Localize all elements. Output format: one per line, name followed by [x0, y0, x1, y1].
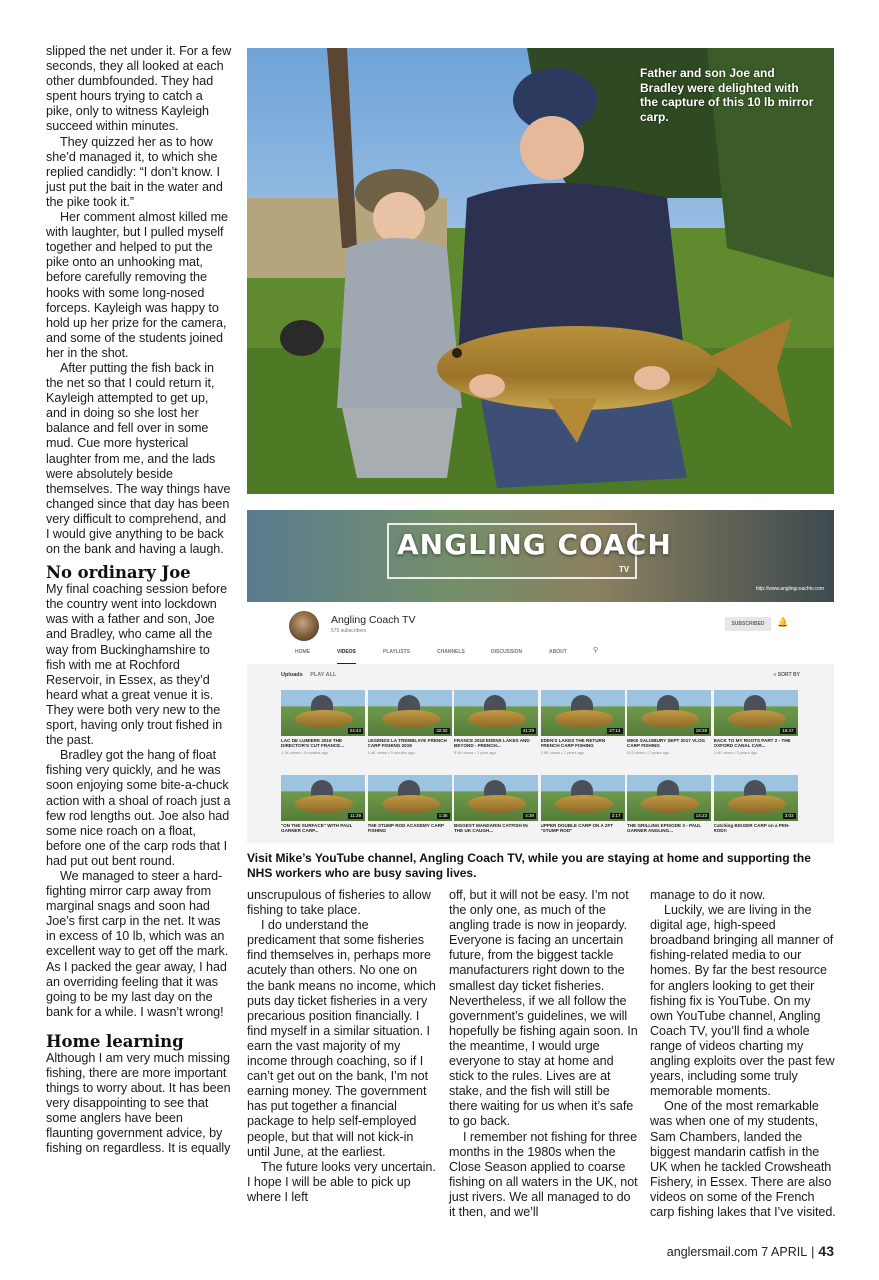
video-thumbnail[interactable] [714, 775, 798, 821]
video-thumbnail[interactable] [454, 690, 538, 736]
tab-playlists[interactable]: PLAYLISTS [383, 649, 411, 655]
video-card[interactable] [281, 690, 365, 755]
footer-date: 7 APRIL [761, 1245, 808, 1259]
thumbnail-fish [728, 710, 786, 728]
thumbnail-fish [555, 710, 613, 728]
paragraph: I remember not fishing for three months in the 1980s when the Close Season applied to coarse fishing on all waters in the UK, not just rivers. We all managed to do it then, and we’ll [449, 1129, 638, 1219]
video-duration: 14:23 [695, 813, 707, 818]
thumbnail-fish [641, 710, 699, 728]
video-thumbnail[interactable] [454, 775, 538, 821]
video-card[interactable] [281, 775, 365, 837]
paragraph: Luckily, we are living in the digital age, high-speed broadband bringing all manner of fishing-related media to our homes. By far the best resource for anglers looking to get their fishing fix is YouTube. On my own YouTube channel, Angling Coach TV, you’ll find a whole range of videos charting my angling exploits over the past few years, including some truly memorable moments. [650, 903, 835, 1099]
tab-discussion[interactable]: DISCUSSION [491, 649, 523, 655]
video-duration: 3:03 [784, 813, 794, 818]
video-thumbnail[interactable] [627, 775, 711, 821]
video-meta: 1.3K views • 9 months ago [281, 750, 329, 755]
video-title[interactable]: LEGENDS LA TREMBLAYE FRENCH CARP FISHING 2019 [367, 738, 447, 749]
subscribe-button[interactable]: SUBSCRIBED [725, 617, 771, 631]
left-text-column [46, 44, 232, 1157]
video-title[interactable]: UPPER DOUBLE CARP ON A 2FT "STUMP ROD" [540, 823, 614, 834]
video-duration: 2:17 [611, 813, 621, 818]
video-card[interactable] [713, 690, 798, 755]
footer-separator: | [811, 1245, 815, 1259]
bottom-text-column-2 [449, 888, 639, 1220]
video-meta: 5.4K views • 1 year ago [454, 750, 496, 755]
video-duration: 32:32 [436, 728, 448, 733]
paragraph: One of the most remarkable was when one of my students, Sam Chambers, landed the biggest mandarin catfish in the UK when he tackled Crowsheath Fishery, in Essex. There are also videos on some of the French carp fishing lakes that I’ve visited. [650, 1099, 836, 1219]
video-thumbnail[interactable] [627, 690, 711, 736]
video-duration: 27:14 [609, 728, 621, 733]
video-thumbnail[interactable] [714, 690, 798, 736]
video-card[interactable] [454, 775, 538, 837]
paragraph: Although I am very much missing fishing, there are more important things to worry about. It has been very disappointing to see that some anglers have been flaunting government advice, by fishing on regardless. It is equally [46, 1050, 231, 1156]
carp-photo [247, 48, 834, 494]
sort-label: SORT BY [777, 672, 800, 678]
paragraph: unscrupulous of fisheries to allow fishing to take place. [247, 888, 431, 918]
thumbnail-fish [728, 795, 786, 813]
tab-about[interactable]: ABOUT [549, 649, 567, 655]
photo-caption: Father and son Joe and Bradley were delighted with the capture of this 10 lb mirror carp. [640, 66, 814, 124]
channel-header [247, 602, 834, 664]
video-card[interactable] [368, 775, 452, 837]
youtube-channel-screenshot [247, 510, 834, 843]
video-title[interactable]: Catching BIGGER CARP on a PEN-ROD!! [713, 823, 790, 834]
video-title[interactable]: THE STUMP ROD ACADEMY CARP FISHING [367, 823, 444, 834]
bell-icon[interactable]: 🔔 [777, 617, 789, 627]
video-duration: 16:47 [782, 728, 794, 733]
sort-by-button[interactable]: ≡ SORT BY [773, 672, 800, 678]
video-meta: 2.9K views • 2 years ago [540, 750, 585, 755]
subscriber-count: 575 subscribers [331, 628, 367, 634]
video-card[interactable] [541, 775, 625, 837]
banner-title: ANGLING COACH [397, 528, 672, 561]
youtube-caption: Visit Mike’s YouTube channel, Angling Coach TV, while you are staying at home and supporting the NHS workers who are busy saving lives. [247, 851, 811, 880]
paragraph: Her comment almost killed me with laughter, but I pulled myself together and helped to put the pike onto an unhooking mat, before carefully removing the hooks with some long-nosed forceps. Kayleigh was happy to hold up her prize for the camera, and some of the students joined her in the shot. [46, 210, 228, 360]
thumbnail-fish [555, 795, 613, 813]
thumbnail-fish [295, 795, 353, 813]
tab-videos[interactable]: VIDEOS [337, 647, 356, 664]
paragraph: We managed to steer a hard-fighting mirror carp away from marginal snags and soon had Joe’s first carp in the net. It was in excess of 10 lb, which was an excellent way to get off the mark. As I packed the gear away, I had an overriding feeling that it was going to be my last day on the bank for a while. I wasn’t wrong! [46, 868, 229, 1019]
footer-site: anglersmail.com [666, 1245, 758, 1259]
search-icon[interactable]: ⚲ [593, 647, 599, 654]
video-card[interactable] [454, 690, 538, 755]
video-title[interactable]: FRANCE 2018 EDENS LAKES AND BEYOND - FRENCH... [454, 738, 530, 749]
thumbnail-fish [468, 710, 526, 728]
thumbnail-fish [641, 795, 699, 813]
video-title[interactable]: BIGGEST MANDARIN CATFISH IN THE UK CAUGH... [454, 823, 528, 834]
video-thumbnail[interactable] [368, 775, 452, 821]
bottom-text-column-1 [247, 888, 437, 1205]
thumbnail-fish [382, 710, 440, 728]
video-thumbnail[interactable] [368, 690, 452, 736]
tab-home[interactable]: HOME [295, 649, 310, 655]
bottom-text-column-3 [650, 888, 836, 1220]
thumbnail-fish [295, 710, 353, 728]
uploads-label: Uploads [281, 672, 303, 678]
video-duration: 24:43 [349, 728, 361, 733]
page-footer [667, 1243, 834, 1259]
video-title[interactable]: BACK TO MY ROOTS PART 2 - THE OXFORD CANAL CAR... [713, 738, 791, 749]
video-thumbnail[interactable] [281, 775, 365, 821]
banner-tv-label: TV [619, 565, 630, 574]
paragraph: slipped the net under it. For a few seconds, they all looked at each other dumbfounded. They had spent hours trying to catch a pike, only to witness Kayleigh succeed within minutes. [46, 44, 232, 134]
video-duration: 18:28 [695, 728, 707, 733]
video-thumbnail[interactable] [281, 690, 365, 736]
section-heading: Home learning [46, 1031, 184, 1051]
video-duration: 4:39 [525, 813, 534, 818]
thumbnail-fish [468, 795, 526, 813]
avatar[interactable] [289, 611, 319, 641]
video-duration: 1:35 [438, 813, 448, 818]
video-duration: 11:39 [350, 813, 361, 818]
paragraph: Bradley got the hang of float fishing very quickly, and he was soon enjoying some bite-a-chuck action with a shoal of roach just a few rod lengths out. Joe also had some nice roach on a float, before one of the carp rods that I had put out bent round. [46, 748, 231, 868]
tab-channels[interactable]: CHANNELS [437, 649, 465, 655]
paragraph: off, but it will not be easy. I’m not the only one, as much of the angling trade is now in jeopardy. Everyone is facing an uncertain future, from the biggest tackle manufacturers right down to the smallest day ticket fisheries. Nevertheless, if we all follow the government’s guidelines, we will hopefully be fishing again soon. In the meantime, I would urge everyone to stay at home and stick to the rules. Lives are at stake, and the fish will still be there waiting for us when it’s safe to go back. [449, 888, 638, 1129]
video-duration: 41:29 [522, 728, 534, 733]
uploads-row [281, 672, 336, 678]
play-all-button[interactable]: PLAY ALL [310, 672, 337, 678]
video-card[interactable] [627, 775, 711, 837]
video-card[interactable] [367, 690, 452, 755]
channel-banner [247, 510, 834, 602]
paragraph: They quizzed her as to how she’d managed it, to which she replied candidly: “I don’t know. I just put the bait in the water and the pike took it.” [46, 134, 223, 209]
paragraph: After putting the fish back in the net so that I could return it, Kayleigh attempted to get up, and in doing so she lost her balance and fell over in some mud. Cue more hysterical laughter from me, and the lads were absolutely beside themselves. The way things have changed since that day has been very difficult to comprehend, and I would give anything to be back on the bank and having a laugh. [46, 360, 231, 557]
thumbnail-fish [382, 795, 440, 813]
video-title[interactable]: EDEN'S LAKES THE RETURN FRENCH CARP FISHING [540, 738, 606, 749]
video-title[interactable]: "ON THE SURFACE" WITH PAUL GARNER CARP... [281, 823, 353, 834]
video-title[interactable]: MIKE SALISBURY SEPT 2017 VLOG CARP FISHING [627, 738, 706, 749]
video-title[interactable]: LAC DE LUMIERE 2019 THE DIRECTOR'S CUT FRANCE... [281, 738, 345, 749]
video-title[interactable]: THE GRILLING EPISODE 3 - PAUL GARNER ANGLING... [627, 823, 702, 834]
page-number: 43 [818, 1243, 834, 1259]
video-card[interactable] [627, 690, 711, 755]
channel-name[interactable]: Angling Coach TV [331, 614, 416, 626]
video-meta: 513 views • 2 years ago [627, 750, 670, 755]
paragraph: manage to do it now. [650, 888, 766, 902]
video-thumbnail[interactable] [541, 775, 625, 821]
paragraph: My final coaching session before the country went into lockdown was with a father and son, Joe and Bradley, who came all the way from Buckinghamshire to fish with me at Rochford Reservoir, in Essex, as they’d heard what a great venue it is. They were both very new to the sport, having only trout fished in the past. [46, 582, 228, 748]
video-card[interactable] [714, 775, 798, 837]
banner-url: http://www.anglingcoachtv.com [755, 586, 824, 592]
paragraph: The future looks very uncertain. I hope I will be able to pick up where I left [247, 1159, 436, 1204]
video-meta: 2.4K views • 3 years ago [713, 750, 758, 755]
video-thumbnail[interactable] [541, 690, 625, 736]
section-heading: No ordinary Joe [46, 563, 191, 583]
video-meta: 1.4K views • 9 months ago [367, 750, 415, 755]
paragraph: I do understand the predicament that some fisheries find themselves in, perhaps more acutely than others. No one on the bank means no income, which puts day ticket fisheries in a very precarious position financially. I find myself in a similar situation. I earn the vast majority of my income through coaching, so if I can’t get out on the bank, I’m not earning money. The government has put together a financial package to help self-employed people, but that will not kick-in until June, at the earliest. [247, 918, 436, 1159]
video-card[interactable] [540, 690, 625, 755]
